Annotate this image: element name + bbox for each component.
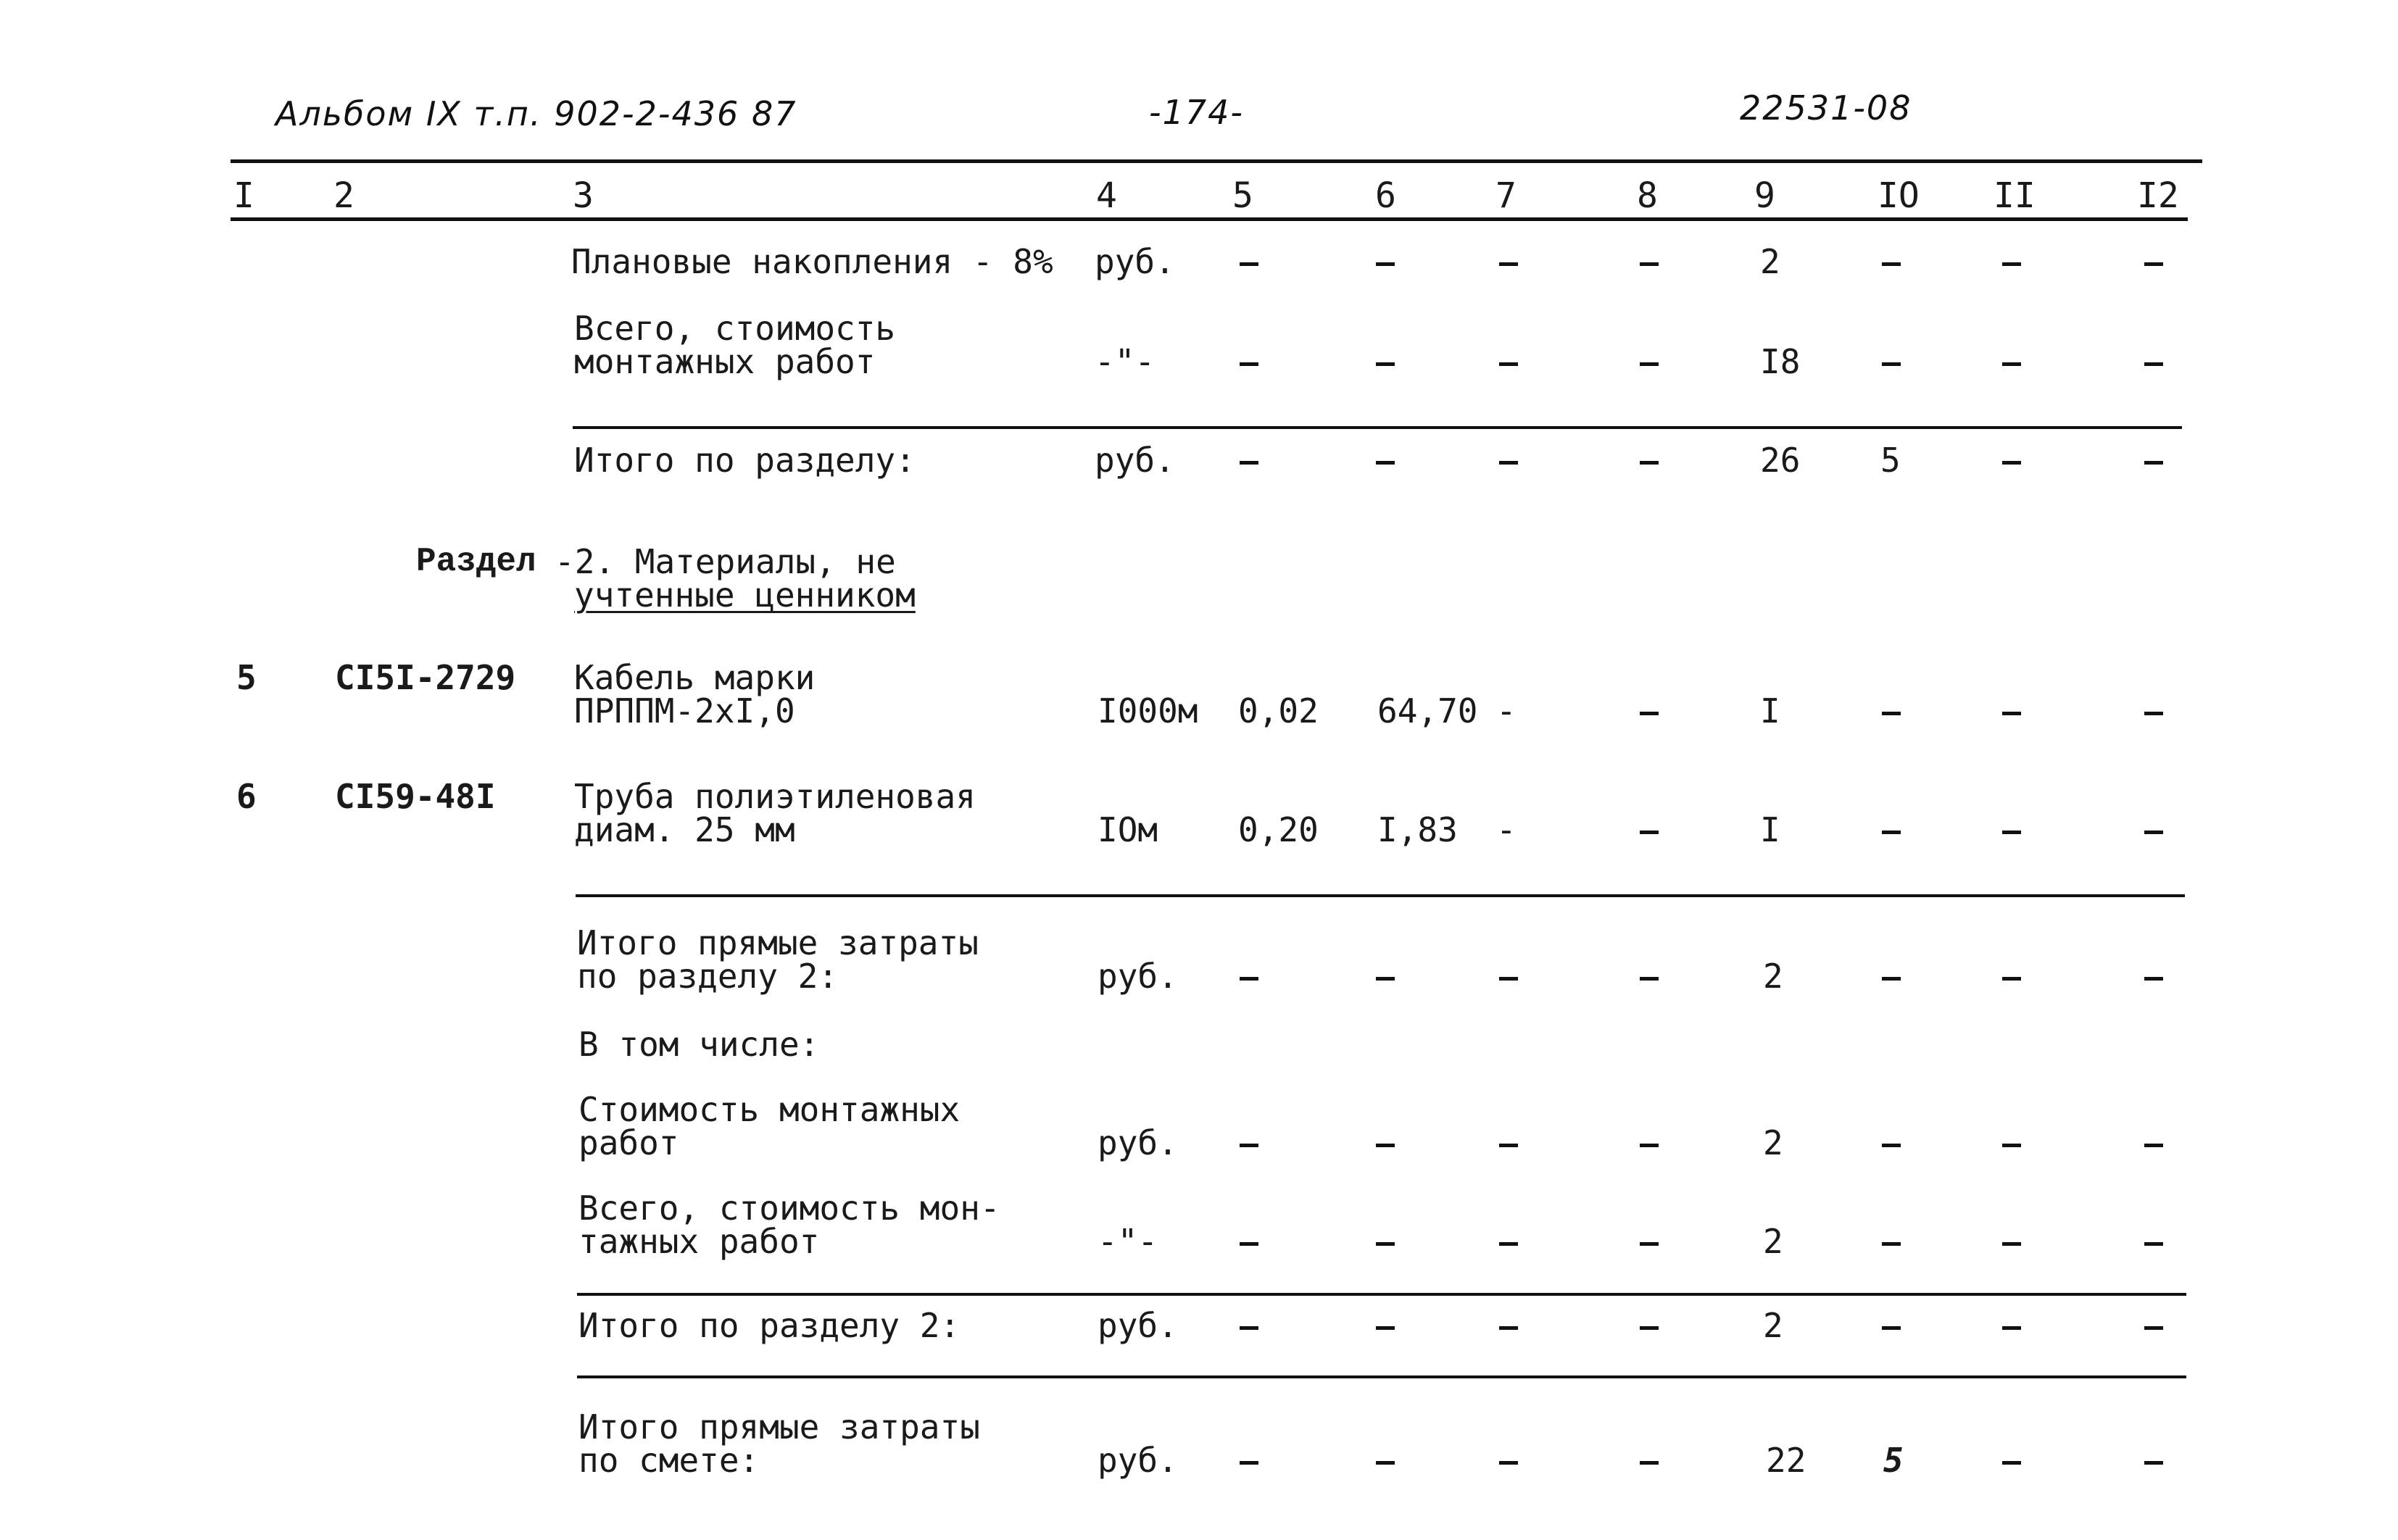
empty-cell-dash: [1376, 1242, 1395, 1246]
empty-cell-dash: [1240, 977, 1258, 981]
empty-cell-dash: [1640, 1242, 1659, 1246]
empty-cell-dash: [1499, 977, 1518, 981]
empty-cell-dash: [2144, 461, 2163, 465]
empty-cell-dash: [2144, 1461, 2163, 1465]
column-number: IO: [1878, 175, 1920, 216]
empty-cell-dash: [1376, 362, 1395, 366]
column-number: 6: [1375, 175, 1396, 216]
empty-cell-dash: [2002, 1461, 2021, 1465]
row-unit: руб.: [1098, 957, 1178, 996]
item-unit: I000м: [1098, 691, 1198, 731]
row-col9-value: 2: [1763, 1306, 1783, 1345]
section-title-underlined: учтенные ценником: [574, 575, 916, 615]
empty-cell-dash: [2002, 977, 2021, 981]
empty-cell-dash: [2144, 362, 2163, 366]
empty-cell-dash: [1640, 712, 1659, 715]
empty-cell-dash: [2144, 1242, 2163, 1246]
item-col7: -: [1496, 691, 1517, 731]
empty-cell-dash: [1376, 1326, 1395, 1330]
item-price: I,83: [1377, 810, 1458, 849]
item-code: CI5I-2729: [335, 658, 516, 697]
empty-cell-dash: [2002, 1242, 2021, 1246]
empty-cell-dash: [2002, 461, 2021, 465]
row-unit: руб.: [1095, 242, 1175, 281]
empty-cell-dash: [1499, 1326, 1518, 1330]
row-col10-value: 5: [1880, 441, 1901, 480]
header-rule-bottom: [231, 217, 2188, 221]
item-col9: I: [1760, 691, 1780, 731]
row-col10-value: 5: [1883, 1441, 1904, 1480]
row-description: Итого по разделу 2:: [578, 1306, 961, 1345]
empty-cell-dash: [1376, 1461, 1395, 1465]
empty-cell-dash: [1499, 362, 1518, 366]
subtotal-rule: [573, 426, 2182, 429]
empty-cell-dash: [1376, 461, 1395, 465]
row-description: Итого прямые затраты: [577, 923, 979, 962]
empty-cell-dash: [1376, 977, 1395, 981]
empty-cell-dash: [1499, 1461, 1518, 1465]
empty-cell-dash: [2002, 1144, 2021, 1147]
column-number: I2: [2137, 175, 2179, 216]
empty-cell-dash: [1499, 262, 1518, 266]
empty-cell-dash: [1499, 1242, 1518, 1246]
empty-cell-dash: [1882, 977, 1901, 981]
row-col9-value: 2: [1760, 242, 1780, 281]
empty-cell-dash: [1376, 1144, 1395, 1147]
row-description: по смете:: [578, 1441, 760, 1480]
empty-cell-dash: [2144, 262, 2163, 266]
item-col9: I: [1760, 810, 1780, 849]
row-unit: -"-: [1098, 1222, 1158, 1261]
column-number: 5: [1232, 175, 1253, 216]
item-price: 64,70: [1377, 691, 1478, 731]
empty-cell-dash: [1882, 262, 1901, 266]
empty-cell-dash: [1882, 1144, 1901, 1147]
subtotal-rule: [577, 1375, 2186, 1378]
empty-cell-dash: [1882, 1326, 1901, 1330]
column-number: II: [1994, 175, 2036, 216]
item-quantity: 0,20: [1238, 810, 1319, 849]
empty-cell-dash: [2002, 712, 2021, 715]
including-label: В том числе:: [578, 1025, 820, 1064]
empty-cell-dash: [1640, 362, 1659, 366]
page-number: -174-: [1149, 93, 1244, 132]
item-unit: IOм: [1098, 810, 1158, 849]
item-quantity: 0,02: [1238, 691, 1319, 731]
row-description: монтажных работ: [574, 342, 876, 381]
item-name: ПРППМ-2хI,0: [574, 691, 795, 731]
item-name: диам. 25 мм: [574, 810, 795, 849]
column-number: 9: [1754, 175, 1775, 216]
empty-cell-dash: [1240, 461, 1258, 465]
row-description: Всего, стоимость мон-: [578, 1189, 1000, 1228]
column-number: 7: [1495, 175, 1517, 216]
item-code: CI59-48I: [335, 777, 496, 816]
row-col9-value: 22: [1766, 1441, 1806, 1480]
row-description: тажных работ: [578, 1222, 820, 1261]
empty-cell-dash: [2144, 831, 2163, 834]
subtotal-rule: [576, 894, 2185, 897]
row-unit: руб.: [1095, 441, 1175, 480]
empty-cell-dash: [2144, 1326, 2163, 1330]
empty-cell-dash: [1240, 262, 1258, 266]
item-number: 6: [236, 777, 257, 816]
row-unit: руб.: [1098, 1441, 1178, 1480]
empty-cell-dash: [1640, 977, 1659, 981]
row-description: работ: [578, 1123, 679, 1162]
album-reference: Альбом IX т.п. 902-2-436 87: [275, 94, 797, 133]
empty-cell-dash: [1240, 1461, 1258, 1465]
empty-cell-dash: [1640, 1461, 1659, 1465]
empty-cell-dash: [1882, 362, 1901, 366]
row-col9-value: 2: [1763, 1222, 1783, 1261]
empty-cell-dash: [1640, 262, 1659, 266]
row-description: Плановые накопления - 8%: [571, 242, 1053, 281]
item-name: Труба полиэтиленовая: [574, 777, 976, 816]
column-number: 8: [1637, 175, 1658, 216]
row-col9-value: 26: [1760, 441, 1801, 480]
header-rule-top: [231, 159, 2202, 163]
subtotal-rule: [577, 1293, 2186, 1296]
empty-cell-dash: [2002, 362, 2021, 366]
empty-cell-dash: [2002, 831, 2021, 834]
document-code: 22531-08: [1740, 88, 1912, 128]
empty-cell-dash: [1882, 712, 1901, 715]
row-col9-value: 2: [1763, 957, 1783, 996]
empty-cell-dash: [1376, 262, 1395, 266]
empty-cell-dash: [1882, 831, 1901, 834]
row-unit: руб.: [1098, 1306, 1178, 1345]
empty-cell-dash: [1882, 1242, 1901, 1246]
empty-cell-dash: [2144, 1144, 2163, 1147]
row-col9-value: I8: [1760, 342, 1801, 381]
row-description: Стоимость монтажных: [578, 1090, 961, 1129]
row-description: по разделу 2:: [577, 957, 839, 996]
empty-cell-dash: [1240, 1242, 1258, 1246]
empty-cell-dash: [1640, 831, 1659, 834]
empty-cell-dash: [1640, 1326, 1659, 1330]
column-number: 2: [333, 175, 354, 216]
empty-cell-dash: [1499, 1144, 1518, 1147]
item-number: 5: [236, 658, 257, 697]
column-number: 4: [1096, 175, 1117, 216]
row-unit: руб.: [1098, 1123, 1178, 1162]
empty-cell-dash: [2144, 977, 2163, 981]
empty-cell-dash: [1240, 362, 1258, 366]
row-col9-value: 2: [1763, 1123, 1783, 1162]
item-name: Кабель марки: [574, 658, 816, 697]
empty-cell-dash: [2144, 712, 2163, 715]
empty-cell-dash: [1240, 1144, 1258, 1147]
column-number: I: [233, 175, 254, 216]
empty-cell-dash: [2002, 1326, 2021, 1330]
empty-cell-dash: [2002, 262, 2021, 266]
item-col7: -: [1496, 810, 1517, 849]
section-title: -2. Материалы, не: [555, 542, 896, 581]
row-description: Итого по разделу:: [574, 441, 916, 480]
empty-cell-dash: [1640, 461, 1659, 465]
empty-cell-dash: [1499, 461, 1518, 465]
section-label: Раздел: [416, 543, 536, 580]
row-description: Итого прямые затраты: [578, 1407, 980, 1447]
column-number: 3: [573, 175, 594, 216]
empty-cell-dash: [1240, 1326, 1258, 1330]
row-unit: -"-: [1095, 342, 1156, 381]
empty-cell-dash: [1640, 1144, 1659, 1147]
row-description: Всего, стоимость: [574, 309, 896, 348]
